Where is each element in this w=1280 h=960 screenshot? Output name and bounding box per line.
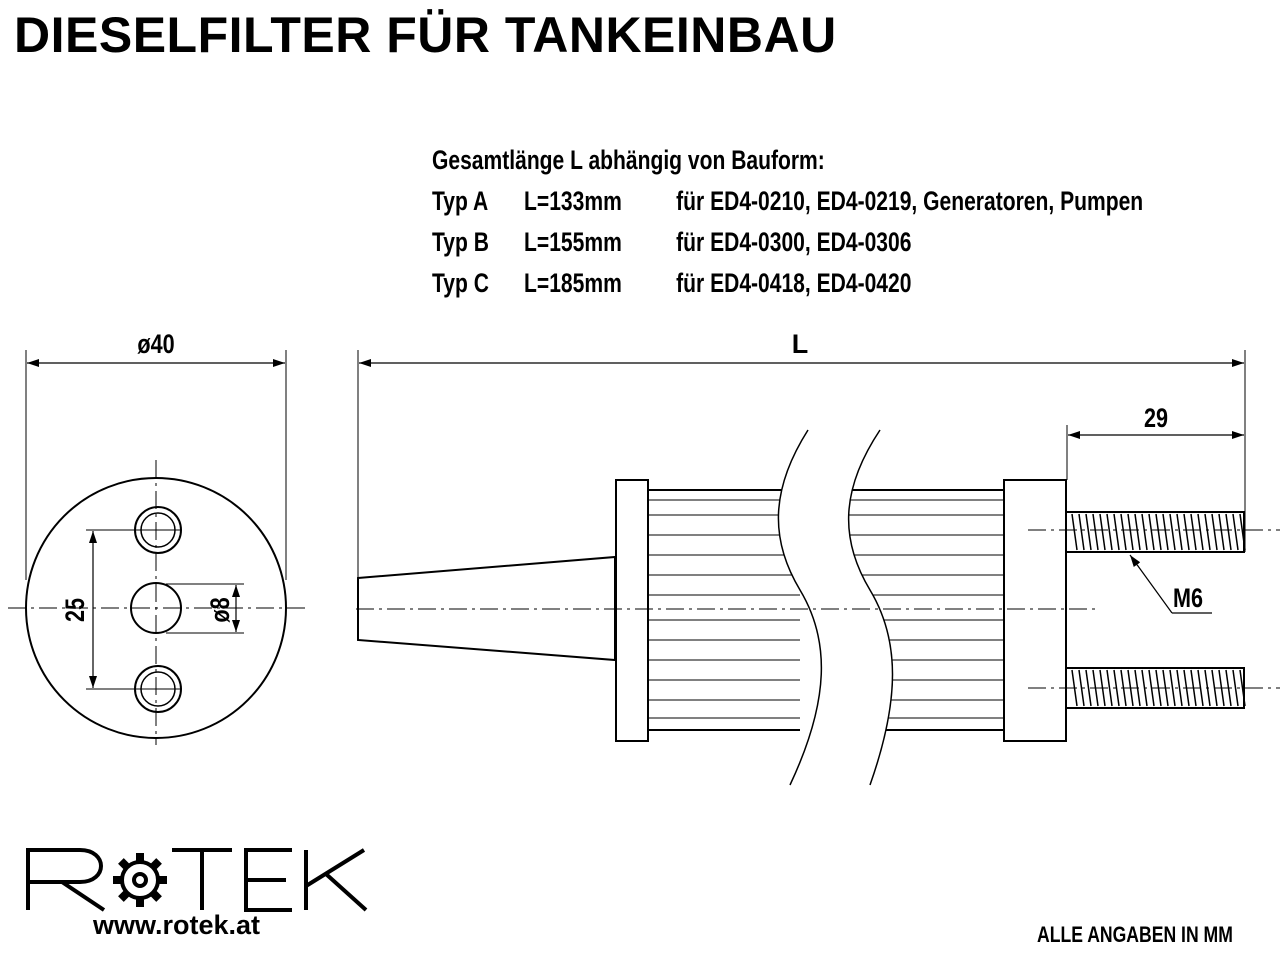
left-end-cap: [616, 480, 648, 741]
spec-use: für ED4-0300, ED4-0306: [676, 227, 912, 257]
spec-type: Typ B: [432, 227, 489, 257]
spec-heading-text: Gesamtlänge L abhängig von Bauform:: [432, 145, 825, 175]
thread-leader-line: [1130, 555, 1172, 613]
spec-use: für ED4-0418, ED4-0420: [676, 268, 912, 298]
page-title: DIESELFILTER FÜR TANKEINBAU: [14, 7, 837, 63]
website-link[interactable]: www.rotek.at: [93, 910, 261, 940]
spec-length: L=185mm: [524, 268, 622, 298]
right-end-cap: [1004, 480, 1066, 741]
spec-use: für ED4-0210, ED4-0219, Generatoren, Pumpen: [676, 186, 1144, 216]
gear-icon: [113, 853, 167, 907]
filter-pleats-left: [648, 490, 800, 730]
logo-letterforms: [28, 850, 366, 910]
spec-type: Typ C: [432, 268, 489, 298]
diameter-label: ø40: [137, 329, 175, 360]
spec-length: L=133mm: [524, 186, 622, 216]
thread-label: M6: [1173, 583, 1203, 614]
front-view: [8, 330, 305, 745]
threaded-stud-top: [1066, 512, 1245, 552]
break-gap: [778, 430, 892, 785]
spec-type: Typ A: [432, 186, 489, 216]
hole-spacing-label: 25: [60, 597, 91, 623]
bore-label: ø8: [205, 597, 236, 623]
thread-length-label: 29: [1143, 403, 1169, 434]
rotek-logo: [0, 0, 366, 910]
length-label: L: [791, 329, 809, 359]
units-note: ALLE ANGABEN IN MM: [1037, 922, 1233, 947]
spec-length: L=155mm: [524, 227, 622, 257]
side-view: [356, 329, 1280, 785]
